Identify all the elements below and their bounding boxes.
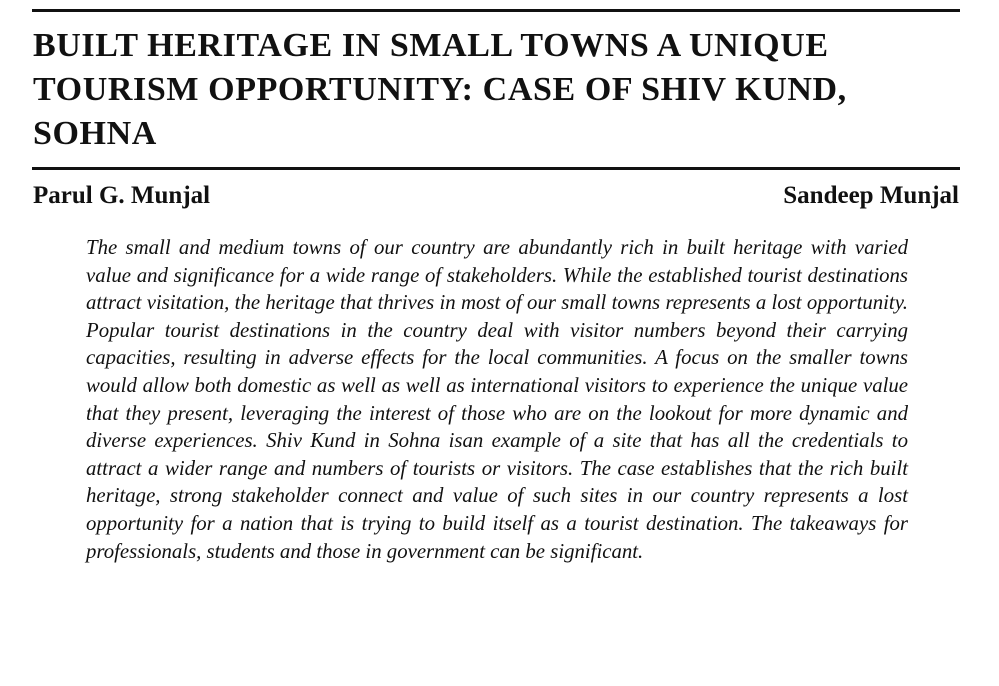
author-2: Sandeep Munjal [783,182,959,209]
abstract: The small and medium towns of our country are abundantly rich in built heritage with varied value and significance for a wide range of stakeholders. While the established tourist destinations attract visitation, the heritage that thrives in most of our small towns represents a lost opportunity. Popular tourist destinations in the country deal with visitor numbers beyond their carrying capacities, resulting in adverse effects for the local communities. A focus on the smaller towns would allow both domestic as well as well as international visitors to experience the unique value that they present, leveraging the interest of those who are on the lookout for more dynamic and diverse experiences. Shiv Kund in Sohna isan example of a site that has all the credentials to attract a wider range and numbers of tourists or visitors. The case establishes that the rich built heritage, strong stakeholder connect and value of such sites in our country represents a lost opportunity for a nation that is trying to build itself as a tourist destination. The takeaways for professionals, students and those in government can be significant. [86,236,908,563]
title-rule [32,167,960,170]
top-rule [32,9,960,12]
author-line [33,181,959,211]
author-1: Parul G. Munjal [33,182,211,209]
paper-title: BUILT HERITAGE IN SMALL TOWNS A UNIQUE TOURISM OPPORTUNITY: CASE OF SHIV KUND, SOHNA [33,27,847,152]
